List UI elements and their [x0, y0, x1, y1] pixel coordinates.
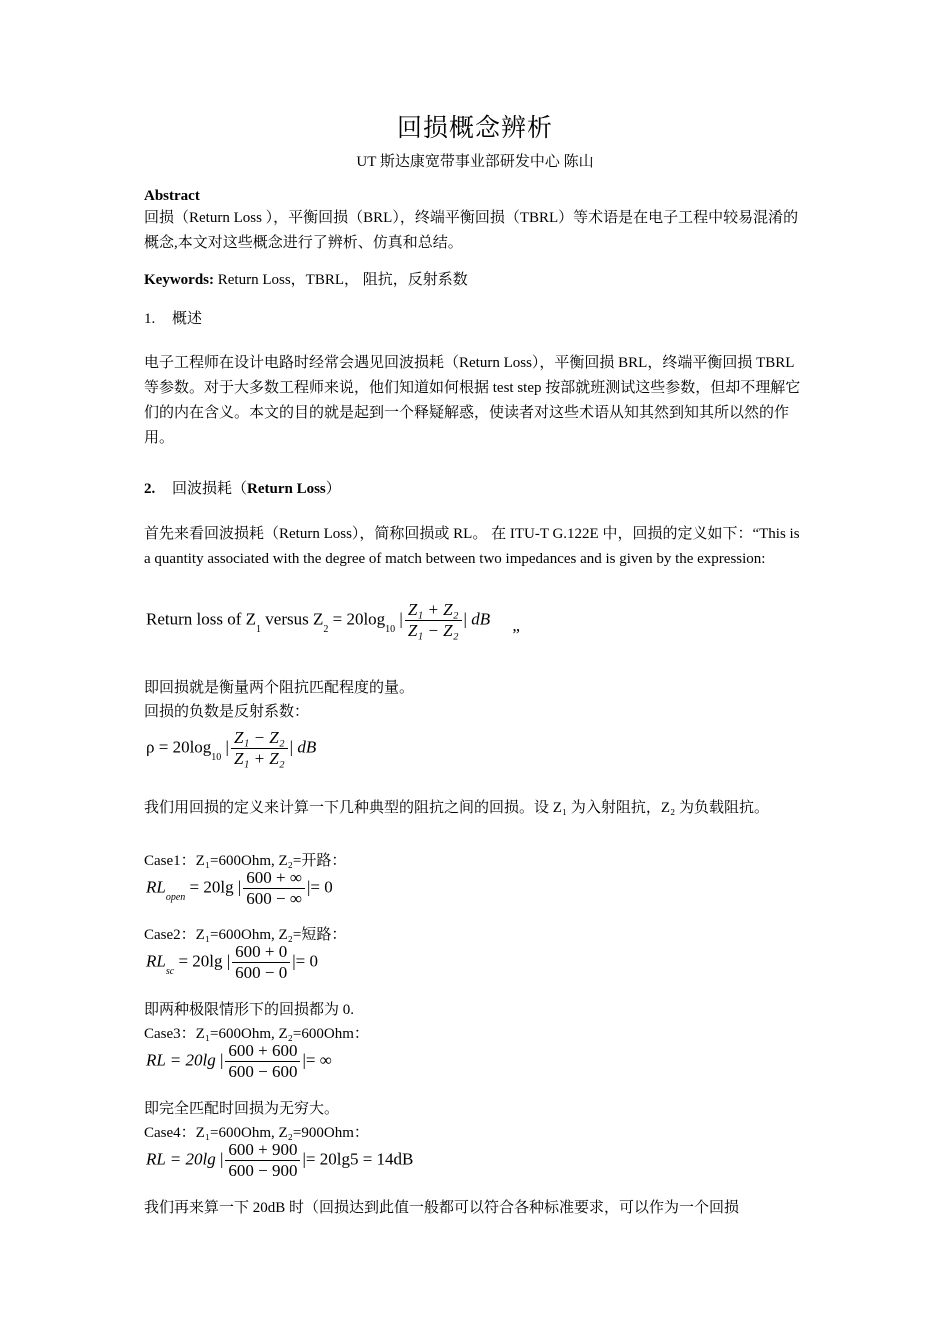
eq1-mid: versus Z	[261, 609, 324, 629]
reflection-equation: $\rho = 20\log_{10}$ | $\frac{\text{Z₁ − Z₂}}{\text{Z₁ + Z₂}}$ | dB	[146, 728, 317, 768]
case1-result: = 0	[310, 877, 333, 897]
case2-equation: $RL_{sc} = 20\lg$ | $\frac{600 + 0}{600 - 0}$ |= 0	[146, 942, 318, 982]
case1-pre: = 20lg	[185, 877, 234, 897]
case2-label: Case2：Z₁=600Ohm, Z₂=短路：	[144, 927, 347, 943]
eq2-numerator: Z₁ − Z₂	[231, 728, 288, 749]
eq2-fraction	[231, 728, 288, 769]
eq1-lhs: Return loss of Z	[146, 609, 257, 629]
eq1-sub2: 2	[323, 624, 329, 636]
case1-equation: $RL_{open} = 20\lg$ | $\frac{600 + \infty}{600 - \infty}$ |= 0	[146, 868, 333, 908]
case3-denominator: 600 − 600	[228, 1062, 298, 1081]
case3-fraction	[225, 1041, 300, 1082]
case4-numerator: 600 + 900	[225, 1140, 300, 1161]
eq1-log-sub: 10	[385, 624, 396, 636]
section-1-number: 1.	[144, 311, 156, 327]
eq2-log-sub: 10	[211, 752, 222, 764]
section-2-title-en: Return Loss	[247, 481, 326, 497]
section-1-title: 概述	[172, 311, 203, 327]
eq2-denominator: Z₁ + Z₂	[233, 749, 285, 768]
section-2-title-cn: 回波损耗（	[172, 481, 248, 497]
eq1-sub1: 1	[256, 624, 262, 636]
section-1-heading	[144, 307, 202, 328]
case2-fraction	[232, 942, 290, 983]
case2-numerator: 600 + 0	[232, 942, 290, 963]
section-2-title-end: ）	[325, 481, 341, 497]
case3-pre: RL = 20lg	[146, 1050, 216, 1070]
eq2-lhs: ρ = 20log	[146, 737, 212, 757]
keywords-text: Return Loss，TBRL， 阻抗，反射系数	[214, 272, 468, 288]
case4-denominator: 600 − 900	[228, 1161, 298, 1180]
section-1-body: 电子工程师在设计电路时经常会遇见回波损耗（Return Loss），平衡回损 BRL，终端平衡回损 TBRL 等参数。对于大多数工程师来说，他们知道如何根据 test step 按部就班测试这些参数，但却不理解它们的内在含义。本文的目的就是起到一个释疑解惑，使读者对这些术语从知其然到知其所以然的作用。	[144, 355, 801, 446]
eq1-quote-end: ”	[512, 625, 520, 645]
case1-rl: RL	[146, 877, 166, 897]
eq2-unit: dB	[297, 737, 317, 757]
case2-denominator: 600 − 0	[235, 963, 288, 982]
eq1-denominator: Z₁ − Z₂	[407, 621, 459, 640]
extreme-note: 即两种极限情形下的回损都为 0.	[144, 1002, 355, 1018]
reflection-coefficient-line: 回损的负数是反射系数：	[144, 704, 310, 720]
last-line: 我们再来算一下 20dB 时（回损达到此值一般都可以符合各种标准要求，可以作为一个回损	[144, 1200, 740, 1216]
case2-rl: RL	[146, 951, 166, 971]
keywords-line	[144, 268, 468, 289]
case2-pre: = 20lg	[174, 951, 223, 971]
eq1-numerator: Z₁ + Z₂	[405, 600, 462, 621]
eq1-fraction	[405, 600, 462, 641]
case1-label: Case1：Z₁=600Ohm, Z₂=开路：	[144, 853, 347, 869]
calc-intro: 我们用回损的定义来计算一下几种典型的阻抗之间的回损。设 Z₁ 为入射阻抗，Z₂ 为负载阻抗。	[144, 800, 770, 816]
eq1-eqsign: = 20log	[328, 609, 386, 629]
return-loss-equation: Return loss of $Z_1$ versus $Z_2 = 20\log_{10}$ | $\frac{\text{Z₁ + Z₂}}{\text{Z₁ − Z₂}}$ | dB ”	[146, 600, 520, 645]
abstract-heading: Abstract	[144, 188, 200, 204]
section-2-intro: 首先来看回波损耗（Return Loss），简称回损或 RL。 在 ITU-T G.122E 中，回损的定义如下：“This is a quantity associated with the degree of match between two impedances and is given by the expression:	[144, 526, 800, 567]
case2-result: = 0	[295, 951, 318, 971]
case1-denominator: 600 − ∞	[246, 889, 302, 908]
page-title: 回损概念辨析	[396, 115, 553, 142]
case4-label: Case4：Z₁=600Ohm, Z₂=900Ohm：	[144, 1125, 369, 1141]
case1-rl-sub: open	[165, 892, 186, 904]
case4-result: = 20lg5 = 14dB	[305, 1149, 414, 1169]
case4-pre: RL = 20lg	[146, 1149, 216, 1169]
case4-equation: RL = 20lg | $\frac{600 + 900}{600 - 900}$ |= 20lg5 = 14dB	[146, 1140, 414, 1180]
case4-fraction	[225, 1140, 300, 1181]
case3-equation: RL = 20lg | $\frac{600 + 600}{600 - 600}$ |= ∞	[146, 1041, 332, 1081]
match-note: 即完全匹配时回损为无穷大。	[144, 1101, 340, 1117]
keywords-label: Keywords:	[144, 272, 214, 288]
case2-rl-sub: sc	[165, 966, 175, 978]
rl-meaning-line: 即回损就是衡量两个阻抗匹配程度的量。	[144, 680, 415, 696]
case1-fraction	[243, 868, 305, 909]
section-2-number: 2.	[144, 481, 156, 497]
case3-label: Case3：Z₁=600Ohm, Z₂=600Ohm：	[144, 1026, 369, 1042]
case3-result: = ∞	[305, 1050, 332, 1070]
section-2-heading	[144, 477, 341, 498]
eq1-unit: dB	[471, 609, 491, 629]
case3-numerator: 600 + 600	[225, 1041, 300, 1062]
abstract-text: 回损（Return Loss ），平衡回损（BRL），终端平衡回损（TBRL）等术语是在电子工程中较易混淆的概念,本文对这些概念进行了辨析、仿真和总结。	[144, 210, 799, 251]
case1-numerator: 600 + ∞	[243, 868, 305, 889]
author-line: UT 斯达康宽带事业部研发中心 陈山	[356, 154, 594, 170]
